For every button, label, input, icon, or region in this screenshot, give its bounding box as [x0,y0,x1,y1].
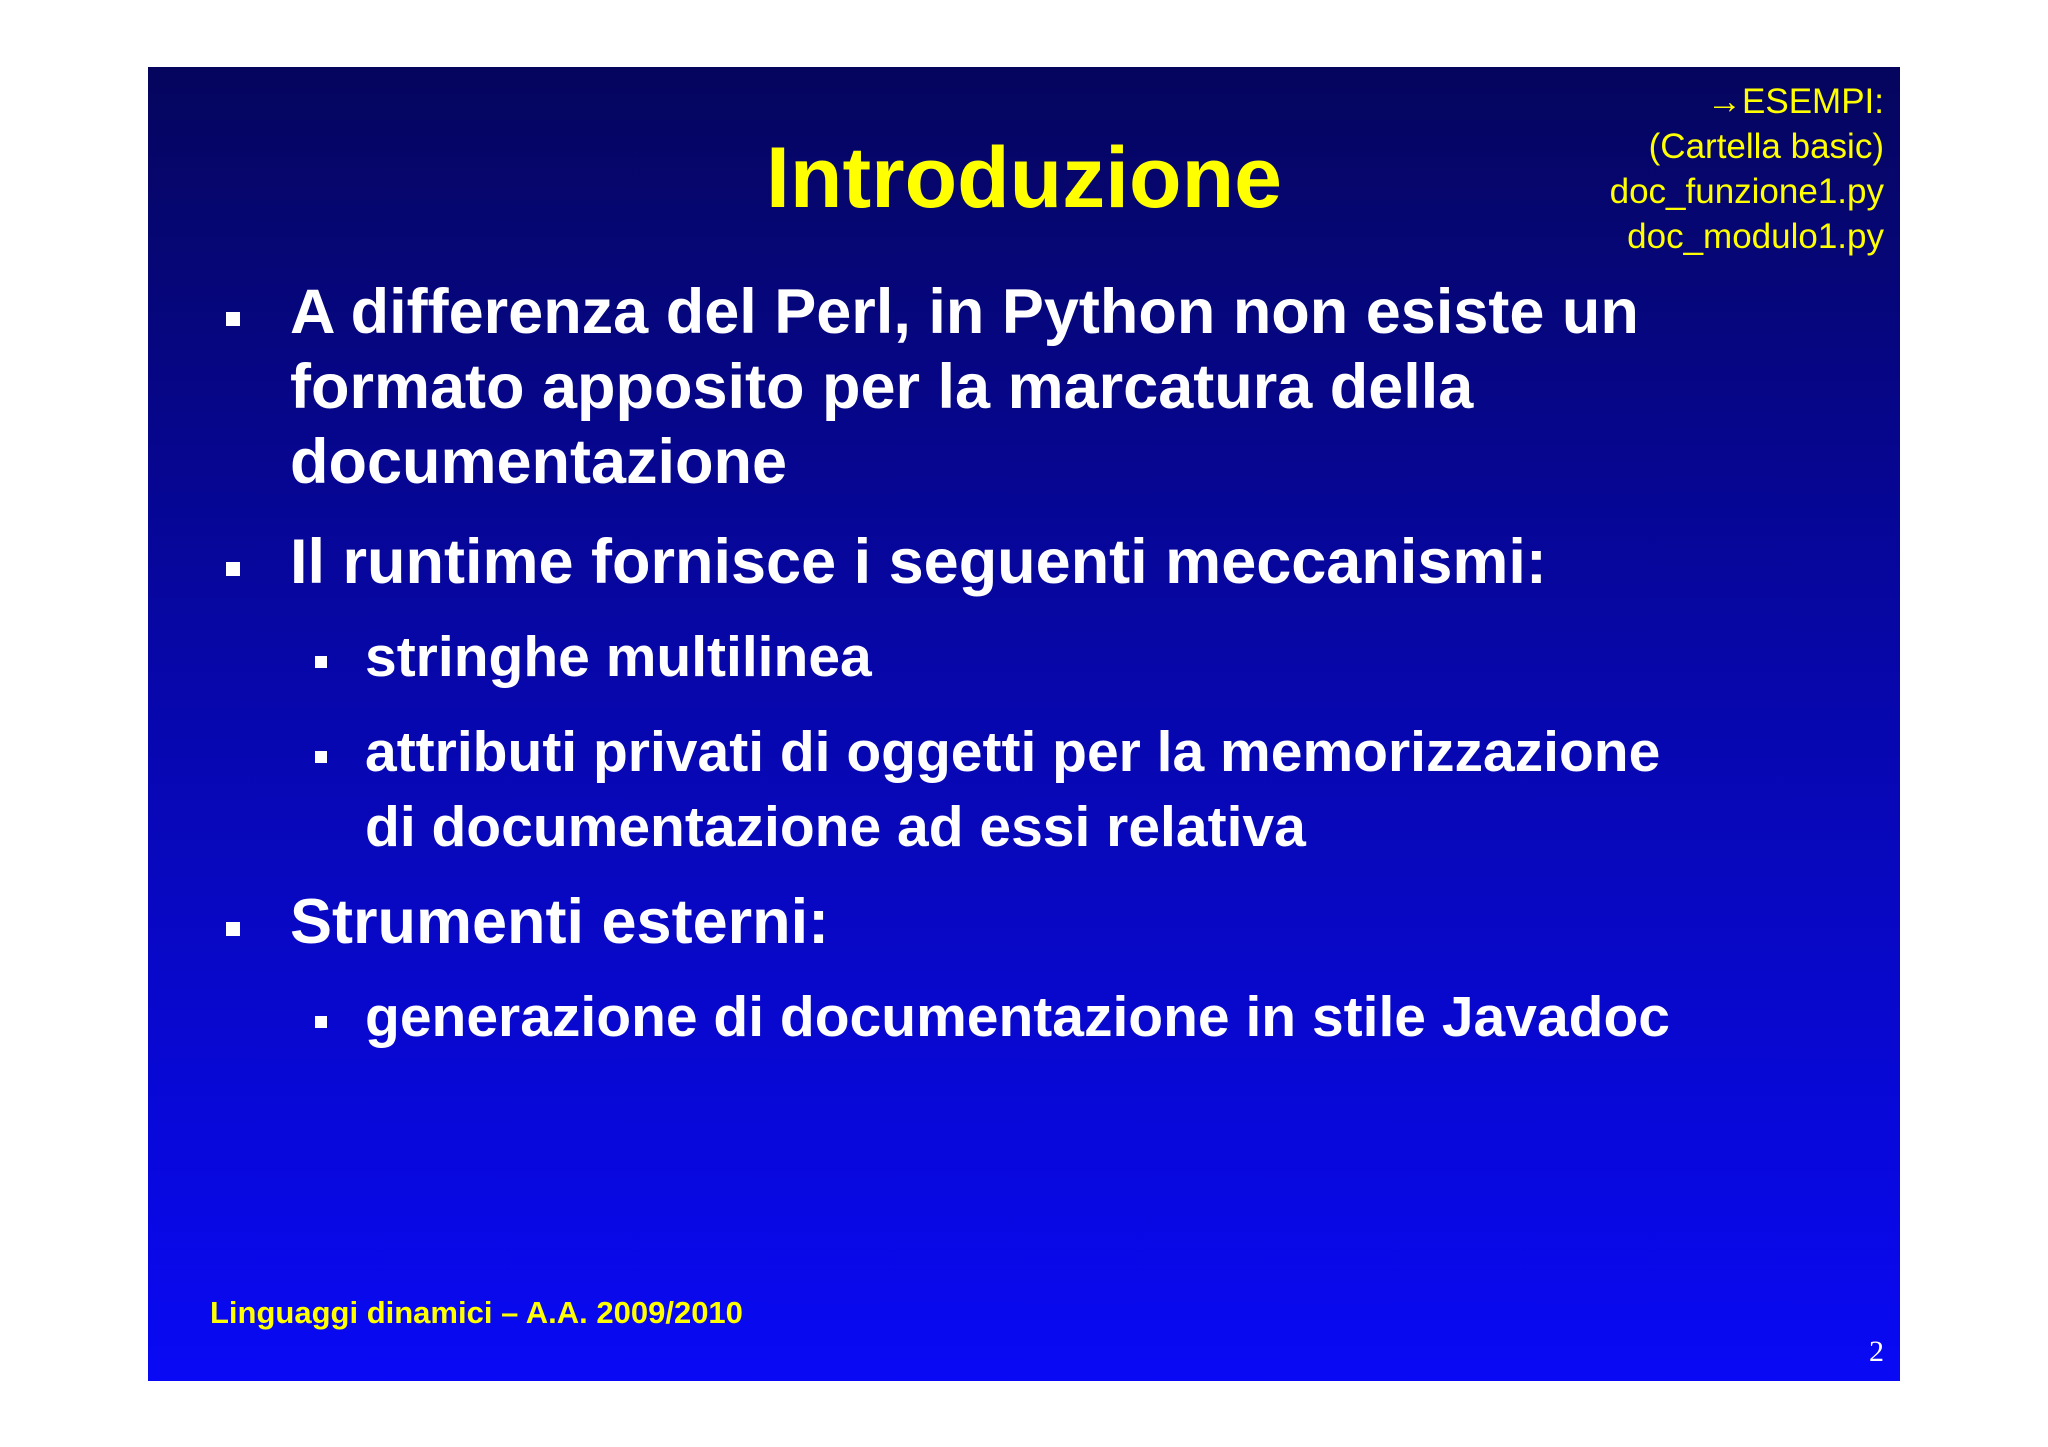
bullet-line: A differenza del Perl, in Python non esiste un [290,277,1639,347]
sub-bullet-item [365,980,1865,1055]
examples-heading: →ESEMPI: [1707,82,1884,121]
examples-file-2: doc_modulo1.py [1627,217,1884,256]
sub-bullet-item [365,620,1865,695]
sub-bullet-marker [315,1016,327,1028]
bullet-line: attributi privati di oggetti per la memorizzazione [365,720,1661,784]
bullet-marker [226,922,240,936]
sub-bullet-item [365,715,1865,865]
bullet-item [290,275,1850,500]
bullet-line: formato apposito per la marcatura della [290,352,1474,422]
examples-file-1: doc_funzione1.py [1609,172,1884,211]
bullet-line: di documentazione ad essi relativa [365,795,1306,859]
bullet-line: stringhe multilinea [365,625,872,689]
bullet-item [290,885,1850,960]
bullet-line: Il runtime fornisce i seguenti meccanismi: [290,527,1547,597]
bullet-line: documentazione [290,427,788,497]
slide-title: Introduzione [766,130,1282,226]
page-number: 2 [1869,1335,1884,1368]
bullet-line: Strumenti esterni: [290,887,830,957]
slide-footer: Linguaggi dinamici – A.A. 2009/2010 [210,1295,743,1330]
bullet-marker [226,562,240,576]
bullet-marker [226,312,240,326]
examples-folder: (Cartella basic) [1648,127,1884,166]
bullet-item [290,525,1850,600]
bullet-line: generazione di documentazione in stile Javadoc [365,985,1670,1049]
sub-bullet-marker [315,656,327,668]
slide [148,67,1900,1381]
sub-bullet-marker [315,751,327,763]
